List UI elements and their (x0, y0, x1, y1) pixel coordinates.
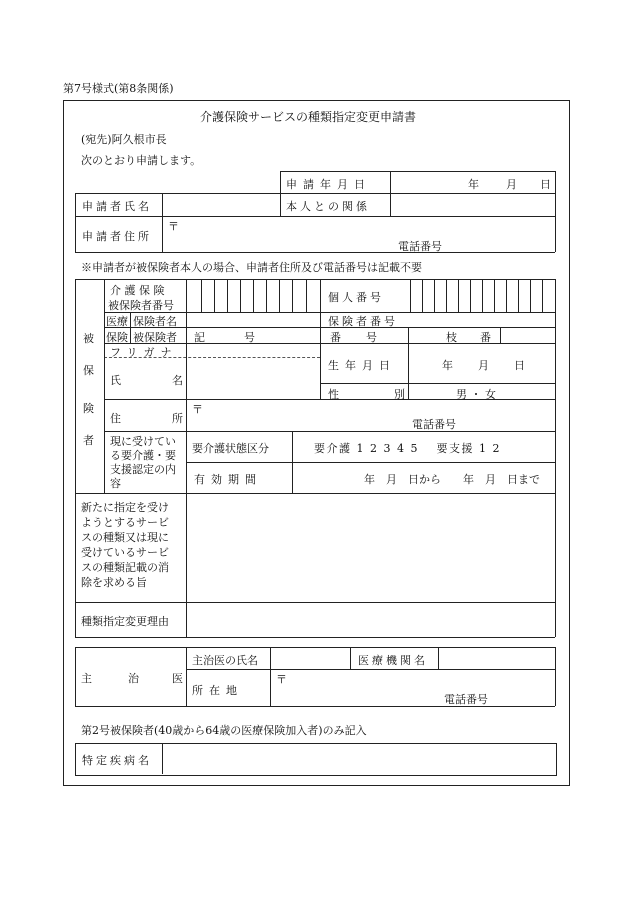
new-service-4: 受けているサービ (81, 546, 169, 559)
applicant-name-label: 申請者氏名 (82, 200, 152, 213)
period-text: 年 月 日から 年 月 日まで (364, 473, 540, 486)
birth-day: 日 (514, 359, 525, 372)
new-service-1: 新たに指定を受け (81, 501, 169, 514)
phone-label: 電話番号 (398, 240, 442, 253)
note-text: ※申請者が被保険者本人の場合、申請者住所及び電話番号は記載不要 (81, 261, 422, 274)
insurer-number-label: 保険者番号 (328, 315, 398, 328)
number-r2-label: 号 (366, 331, 377, 344)
number-label: 号 (244, 331, 255, 344)
disease-label: 特定疾病名 (82, 754, 152, 767)
insured-group-1: 被 (83, 332, 94, 345)
doctor-postal-mark: 〒 (276, 673, 287, 686)
institution-label: 医療機関名 (358, 654, 428, 667)
new-service-2: ようとするサービ (81, 516, 169, 529)
valid-period-label: 有効期間 (194, 473, 262, 486)
date-year: 年 (468, 178, 479, 191)
current-care-2: る要介護・要 (110, 449, 176, 462)
furigana-label: フリガナ (110, 346, 178, 359)
change-reason-label: 種類指定変更理由 (81, 615, 169, 628)
apply-date-label: 申請年月日 (286, 178, 371, 191)
medical-label-1: 医療 (106, 315, 128, 328)
insured-person-label: 被保険者 (133, 331, 177, 344)
doctor-name-label: 主治医の氏名 (192, 654, 258, 667)
doctor-label-2: 治 (128, 672, 139, 685)
form-title: 介護保険サービスの種類指定変更申請書 (200, 110, 417, 124)
insured-group-4: 者 (83, 434, 94, 447)
name-label-r: 名 (172, 374, 183, 387)
care-class-label: 要介護状態区分 (192, 442, 269, 455)
new-service-5: スの種類記載の消 (81, 561, 169, 574)
sex-label: 性 (328, 388, 339, 401)
insured-postal-mark: 〒 (192, 403, 203, 416)
doctor-label-1: 主 (81, 672, 92, 685)
name-label-l: 氏 (110, 374, 121, 387)
date-day: 日 (540, 178, 551, 191)
doctor-phone-label: 電話番号 (444, 693, 488, 706)
number-r-label: 番 (330, 331, 341, 344)
postal-mark: 〒 (168, 220, 179, 233)
sex-options: 男 ・ 女 (456, 388, 496, 401)
insured-no-label-2: 被保険者番号 (108, 299, 174, 312)
insured-no-label-1: 介 護 保 険 (110, 284, 165, 297)
branch2-label: 番 (480, 331, 491, 344)
address-label-l: 住 (110, 412, 121, 425)
current-care-1: 現に受けてい (110, 435, 176, 448)
personal-no-label: 個人番号 (328, 291, 384, 304)
new-service-3: スの種類又は現に (81, 531, 169, 544)
applicant-address-label: 申請者住所 (82, 230, 152, 243)
current-care-3: 支援認定の内 (110, 463, 176, 476)
birth-label: 生年月日 (328, 359, 396, 372)
care-levels: 要介護 1 2 3 4 5 要支援 1 2 (314, 442, 501, 455)
mark-label: 記 (194, 331, 205, 344)
address-label-r: 所 (172, 412, 183, 425)
insured-phone-label: 電話番号 (412, 418, 456, 431)
insured-group-3: 険 (83, 402, 94, 415)
relation-label: 本人との関係 (286, 200, 370, 213)
new-service-6: 除を求める旨 (81, 576, 147, 589)
insured-group-2: 保 (83, 364, 94, 377)
note2-text: 第2号被保険者(40歳から64歳の医療保険加入者)のみ記入 (81, 724, 367, 737)
addressee: (宛先)阿久根市長 (81, 133, 167, 146)
birth-year: 年 (442, 359, 453, 372)
sex-label-2: 別 (394, 388, 405, 401)
branch-label: 枝 (446, 331, 457, 344)
current-care-4: 容 (110, 477, 121, 490)
insurer-name-label: 保険者名 (133, 315, 177, 328)
doctor-label-3: 医 (172, 672, 183, 685)
medical-label-2: 保険 (106, 331, 128, 344)
form-number: 第7号様式(第8条関係) (63, 82, 174, 95)
location-label: 所在地 (192, 684, 243, 697)
birth-month: 月 (478, 359, 489, 372)
date-month: 月 (506, 178, 517, 191)
intro-text: 次のとおり申請します。 (81, 154, 202, 167)
